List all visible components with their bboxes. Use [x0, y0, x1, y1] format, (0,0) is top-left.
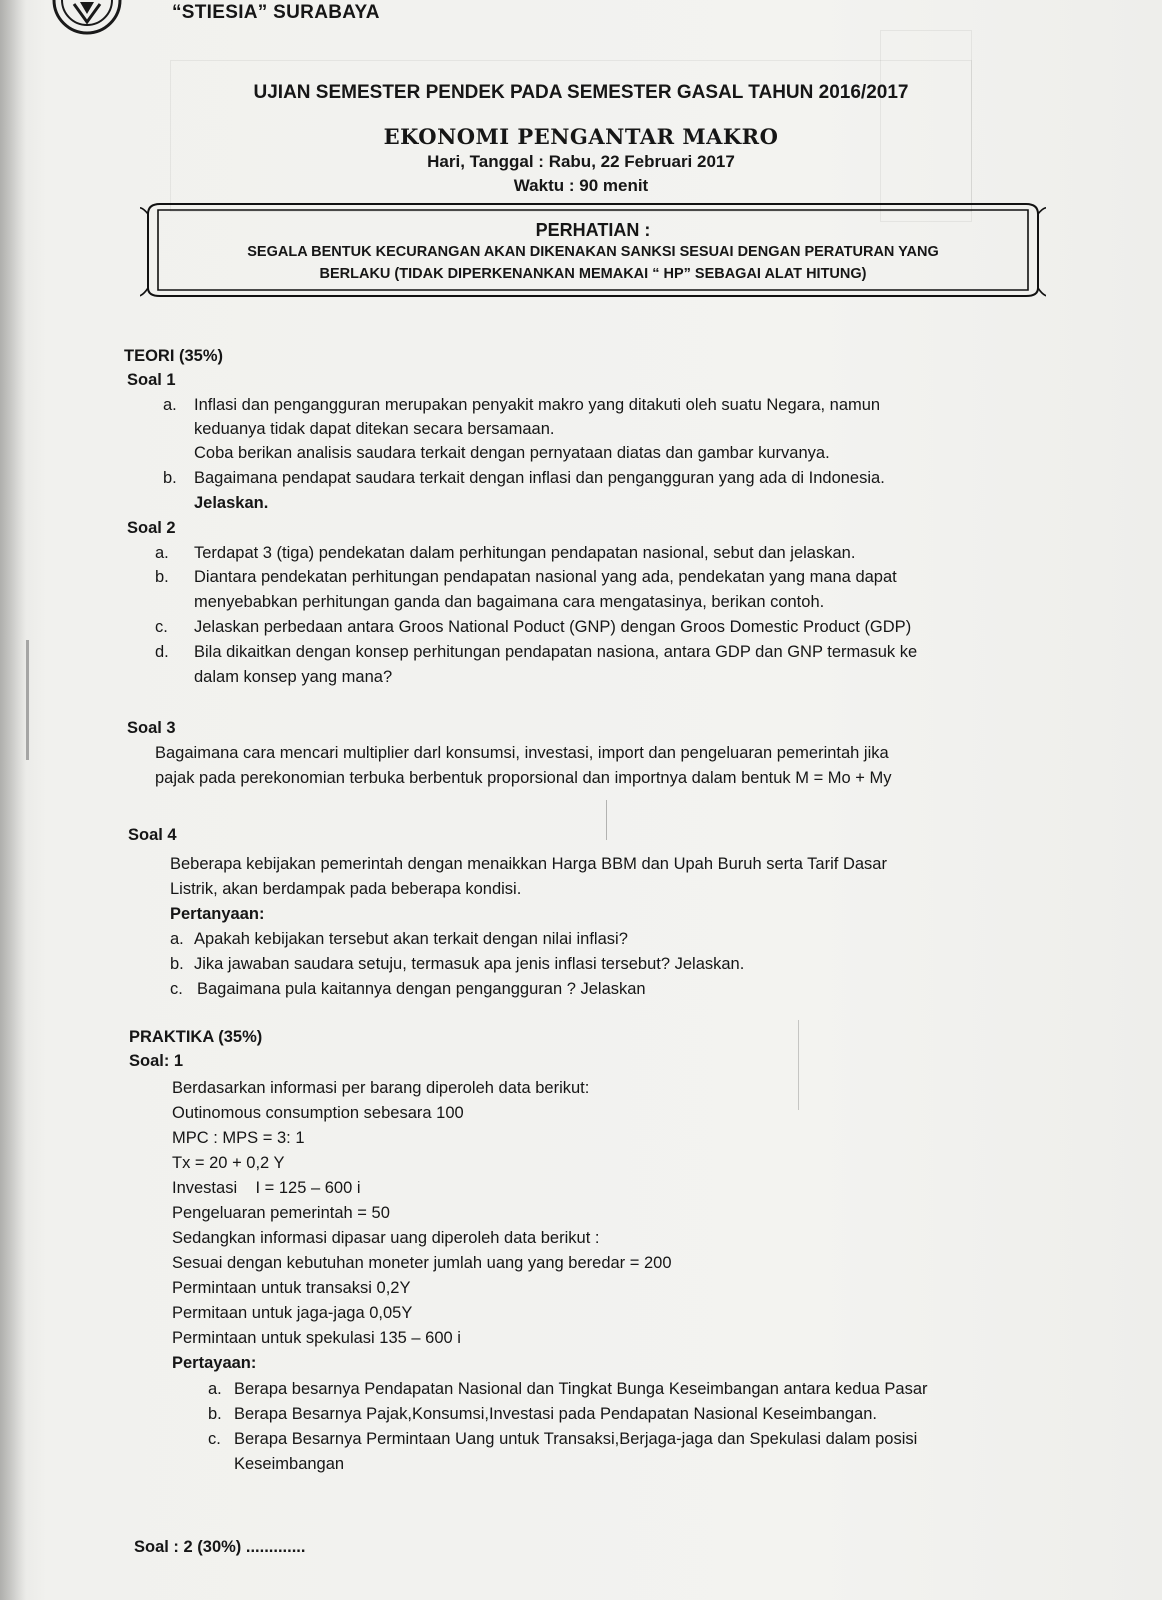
- soal4-label: Soal 4: [128, 826, 177, 844]
- teori-heading: TEORI (35%): [124, 347, 224, 365]
- scan-edge-mark: [26, 640, 29, 760]
- soal1-a-line1: Inflasi dan pengangguran merupakan penyakit makro yang ditakuti oleh suatu Negara, namun: [194, 396, 881, 414]
- soal3-line1: Bagaimana cara mencari multiplier darl konsumsi, investasi, import dan pengeluaran pemerintah jika: [155, 744, 889, 762]
- soal2-b-line2: menyebabkan perhitungan ganda dan bagaimana cara mengatasinya, berikan contoh.: [194, 593, 825, 611]
- data-line: Permintaan untuk spekulasi 135 – 600 i: [172, 1329, 461, 1347]
- soal4-line1: Beberapa kebijakan pemerintah dengan menaikkan Harga BBM dan Upah Buruh serta Tarif Dasar: [170, 855, 887, 873]
- data-line: Pengeluaran pemerintah = 50: [172, 1204, 390, 1222]
- data-line: Investasi I = 125 – 600 i: [172, 1179, 361, 1197]
- data-line: MPC : MPS = 3: 1: [172, 1129, 305, 1147]
- praktika-c-line1: Berapa Besarnya Permintaan Uang untuk Transaksi,Berjaga-jaga dan Spekulasi dalam posisi: [234, 1430, 918, 1448]
- soal2-c-line1: Jelaskan perbedaan antara Groos National Poduct (GNP) dengan Groos Domestic Product (GDP): [194, 618, 912, 636]
- notice-line-2: BERLAKU (TIDAK DIPERKENANKAN MEMAKAI “ HP” SEBAGAI ALAT HITUNG): [319, 266, 867, 282]
- praktika-heading: PRAKTIKA (35%): [129, 1028, 263, 1046]
- soal2-d-marker: d.: [155, 643, 169, 661]
- soal4-line2: Listrik, akan berdampak pada beberapa kondisi.: [170, 880, 522, 898]
- praktika-b-line1: Berapa Besarnya Pajak,Konsumsi,Investasi pada Pendapatan Nasional Keseimbangan.: [234, 1405, 877, 1423]
- praktika-c-marker: c.: [208, 1430, 221, 1448]
- exam-date: Hari, Tanggal : Rabu, 22 Februari 2017: [427, 152, 735, 171]
- course-title: EKONOMI PENGANTAR MAKRO: [383, 124, 779, 149]
- exam-duration: Waktu : 90 menit: [513, 176, 649, 195]
- soal2-a-marker: a.: [155, 544, 169, 562]
- soal2-b-marker: b.: [155, 568, 169, 586]
- data-line: Permitaan untuk jaga-jaga 0,05Y: [172, 1304, 413, 1322]
- soal2-c-marker: c.: [155, 618, 168, 636]
- soal3-line2: pajak pada perekonomian terbuka berbentuk proporsional dan importnya dalam bentuk M = Mo + My: [155, 769, 892, 787]
- institution-logo-icon: [50, 0, 124, 38]
- scan-edge-shadow: [0, 0, 26, 1600]
- soal4-a-marker: a.: [170, 930, 184, 948]
- data-line: Permintaan untuk transaksi 0,2Y: [172, 1279, 411, 1297]
- notice-line-1: SEGALA BENTUK KECURANGAN AKAN DIKENAKAN SANKSI SESUAI DENGAN PERATURAN YANG: [247, 244, 939, 260]
- soal4-c-marker: c.: [170, 980, 183, 998]
- soal1-a-marker: a.: [163, 396, 177, 414]
- soal4-c-line1: Bagaimana pula kaitannya dengan pengangguran ? Jelaskan: [197, 980, 646, 998]
- soal1-label: Soal 1: [127, 371, 176, 389]
- soal2-d-line2: dalam konsep yang mana?: [194, 668, 393, 686]
- notice-title: PERHATIAN :: [535, 220, 651, 240]
- soal2-b-line1: Diantara pendekatan perhitungan pendapatan nasional yang ada, pendekatan yang mana dapat: [194, 568, 897, 586]
- soal2-d-line1: Bila dikaitkan dengan konsep perhitungan pendapatan nasiona, antara GDP dan GNP termasuk ke: [194, 643, 918, 661]
- data-line: Sesuai dengan kebutuhan moneter jumlah uang yang beredar = 200: [172, 1254, 672, 1272]
- soal1-a-line3: Coba berikan analisis saudara terkait dengan pernyataan diatas dan gambar kurvanya.: [194, 444, 830, 462]
- soal4-b-marker: b.: [170, 955, 184, 973]
- praktika-a-marker: a.: [208, 1380, 222, 1398]
- praktika-soal2: Soal : 2 (30%) .............: [134, 1538, 306, 1556]
- praktika-a-line1: Berapa besarnya Pendapatan Nasional dan Tingkat Bunga Keseimbangan antara kedua Pasar: [234, 1380, 928, 1398]
- praktika-question-label: Pertayaan:: [172, 1354, 257, 1372]
- soal1-b-line2: Jelaskan.: [194, 494, 269, 512]
- praktika-c-line2: Keseimbangan: [234, 1455, 345, 1473]
- soal1-b-line1: Bagaimana pendapat saudara terkait dengan inflasi dan pengangguran yang ada di Indonesia.: [194, 469, 885, 487]
- praktika-intro: Berdasarkan informasi per barang diperoleh data berikut:: [172, 1079, 590, 1097]
- soal3-label: Soal 3: [127, 719, 176, 737]
- soal2-label: Soal 2: [127, 519, 176, 537]
- praktika-b-marker: b.: [208, 1405, 222, 1423]
- notice-banner: [140, 196, 1046, 306]
- soal4-a-line1: Apakah kebijakan tersebut akan terkait dengan nilai inflasi?: [194, 930, 628, 948]
- data-line: Outinomous consumption sebesara 100: [172, 1104, 464, 1122]
- soal4-b-line1: Jika jawaban saudara setuju, termasuk apa jenis inflasi tersebut? Jelaskan.: [194, 955, 745, 973]
- soal4-question-label: Pertanyaan:: [170, 905, 265, 923]
- school-name: “STIESIA” SURABAYA: [172, 2, 380, 23]
- crease-mark: [606, 800, 607, 840]
- data-line: Sedangkan informasi dipasar uang diperoleh data berikut :: [172, 1229, 600, 1247]
- praktika-soal1-label: Soal: 1: [129, 1052, 184, 1070]
- soal1-b-marker: b.: [163, 469, 177, 487]
- data-line: Tx = 20 + 0,2 Y: [172, 1154, 285, 1172]
- soal2-a-line1: Terdapat 3 (tiga) pendekatan dalam perhitungan pendapatan nasional, sebut dan jelaskan.: [194, 544, 856, 562]
- soal1-a-line2: keduanya tidak dapat ditekan secara bersamaan.: [194, 420, 555, 438]
- exam-title: UJIAN SEMESTER PENDEK PADA SEMESTER GASAL TAHUN 2016/2017: [253, 82, 909, 103]
- crease-mark: [798, 1020, 799, 1110]
